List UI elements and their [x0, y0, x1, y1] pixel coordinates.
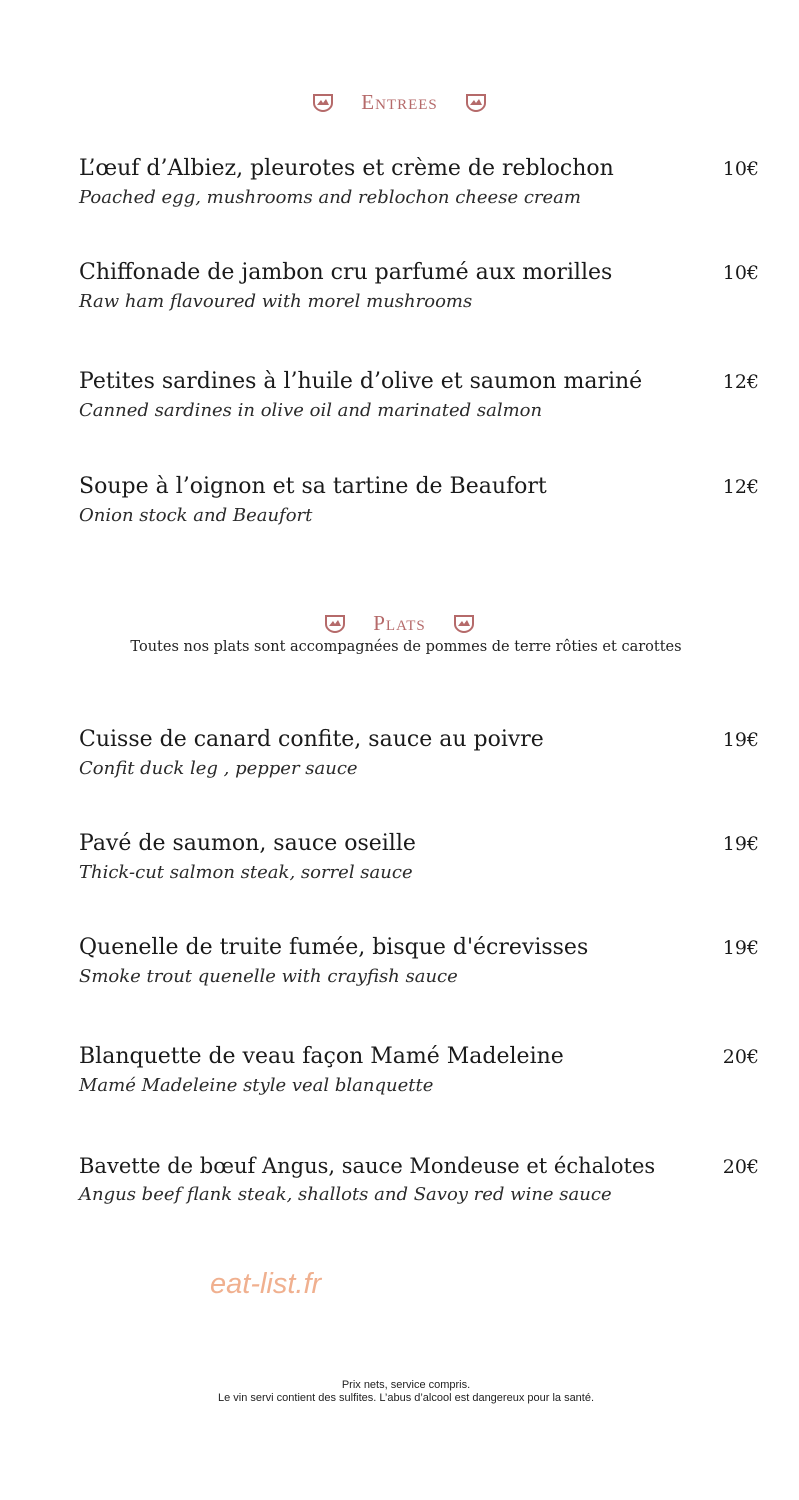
dish-description: Raw ham flavoured with morel mushrooms [79, 291, 473, 312]
menu-item [79, 935, 761, 987]
dish-price: 19€ [722, 833, 759, 855]
crest-icon [313, 94, 333, 112]
dish-price: 19€ [722, 729, 759, 751]
crest-icon [325, 615, 345, 633]
dish-description: Thick-cut salmon steak, sorrel sauce [79, 862, 413, 883]
footer-line-prices: Prix nets, service compris. [341, 1379, 471, 1391]
dish-description: Poached egg, mushrooms and reblochon cheese cream [79, 187, 581, 208]
menu-item [79, 156, 761, 208]
menu-item [79, 727, 761, 779]
dish-price: 12€ [722, 476, 759, 498]
dish-name: Soupe à l’oignon et sa tartine de Beaufort [79, 474, 547, 499]
crest-icon [466, 94, 486, 112]
dish-name: Chiffonade de jambon cru parfumé aux morilles [79, 260, 613, 285]
dish-price: 20€ [722, 1156, 759, 1178]
entrees-title: Entrees [361, 90, 438, 114]
dish-name: L’œuf d’Albiez, pleurotes et crème de reblochon [79, 156, 614, 181]
plats-header [0, 611, 799, 636]
menu-item [79, 1044, 761, 1096]
dish-name: Cuisse de canard confite, sauce au poivre [79, 727, 544, 752]
dish-name: Blanquette de veau façon Mamé Madeleine [79, 1044, 564, 1069]
dish-price: 20€ [722, 1046, 759, 1068]
dish-description: Mamé Madeleine style veal blanquette [79, 1075, 434, 1096]
dish-name: Quenelle de truite fumée, bisque d'écrevisses [79, 935, 589, 960]
dish-name: Bavette de bœuf Angus, sauce Mondeuse et échalotes [79, 1154, 656, 1178]
plats-subtitle: Toutes nos plats sont accompagnées de pommes de terre rôties et carottes [130, 639, 682, 655]
menu-item [79, 474, 761, 526]
menu-item [79, 831, 761, 883]
watermark: eat-list.fr [210, 1268, 322, 1300]
menu-item [79, 1154, 761, 1205]
dish-description: Confit duck leg , pepper sauce [79, 758, 358, 779]
dish-price: 10€ [722, 158, 759, 180]
dish-name: Petites sardines à l’huile d’olive et saumon mariné [79, 369, 643, 394]
dish-price: 10€ [722, 262, 759, 284]
dish-description: Smoke trout quenelle with crayfish sauce [79, 966, 458, 987]
footer-line-sulfites: Le vin servi contient des sulfites. L’abus d’alcool est dangereux pour la santé. [217, 1392, 595, 1404]
dish-price: 19€ [722, 937, 759, 959]
dish-description: Canned sardines in olive oil and marinated salmon [79, 400, 543, 421]
dish-price: 12€ [722, 371, 759, 393]
dish-description: Angus beef flank steak, shallots and Savoy red wine sauce [79, 1184, 612, 1205]
crest-icon [454, 615, 474, 633]
entrees-header [0, 90, 799, 115]
dish-description: Onion stock and Beaufort [79, 505, 313, 526]
footer-notice [0, 1379, 799, 1405]
menu-item [79, 260, 761, 312]
dish-name: Pavé de saumon, sauce oseille [79, 831, 416, 856]
plats-title: Plats [373, 611, 426, 635]
menu-item [79, 369, 761, 421]
